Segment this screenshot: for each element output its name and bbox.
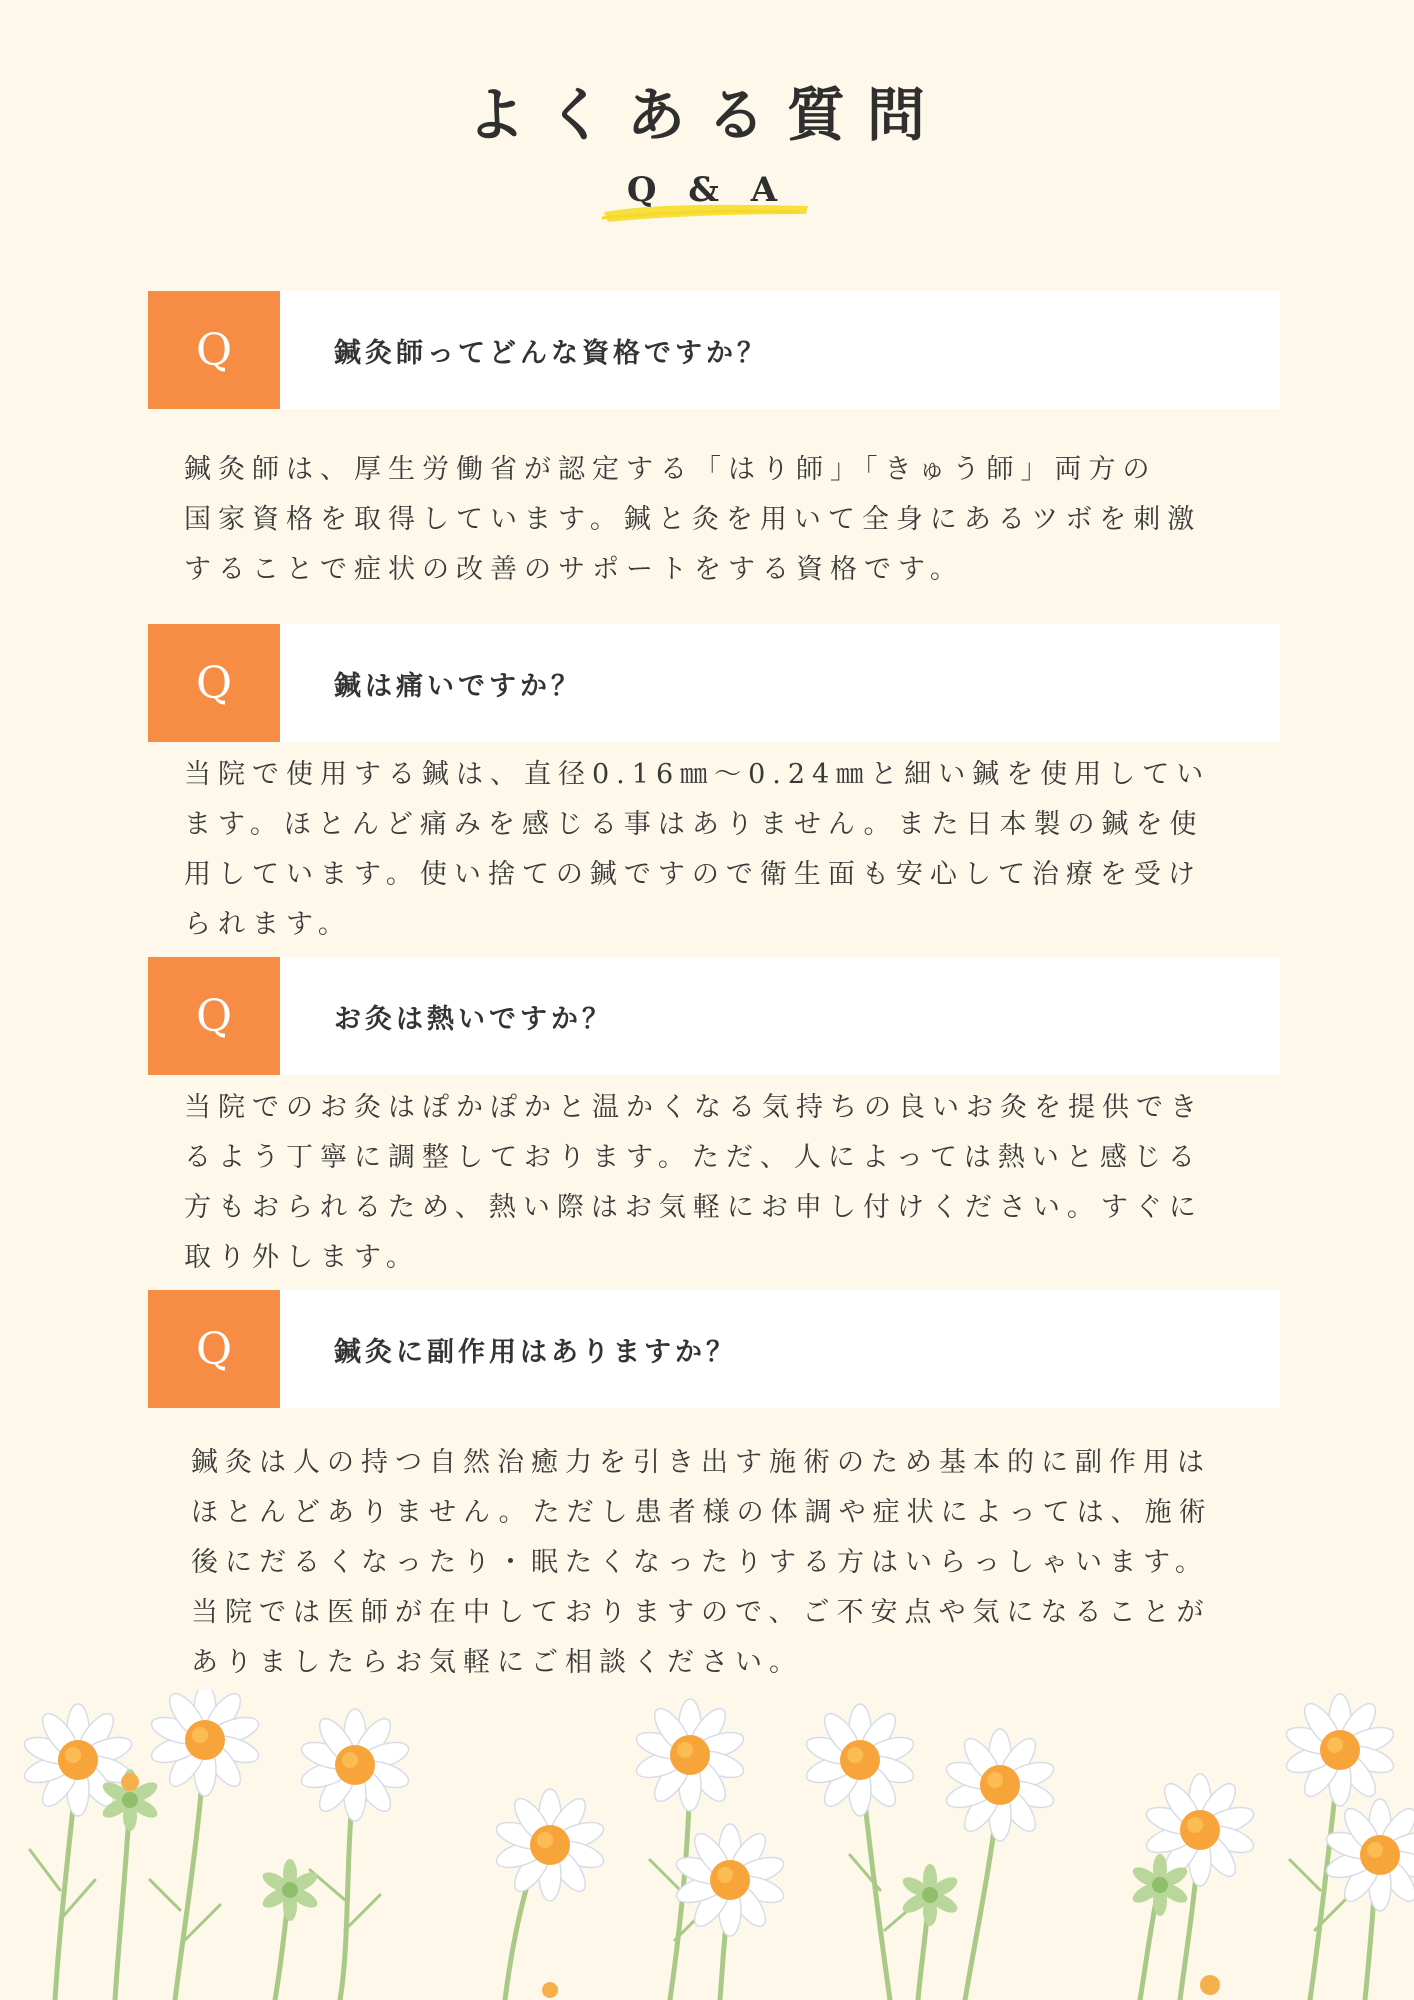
question-text: 鍼灸に副作用はありますか？ [334,1336,737,1368]
answer-line: ほとんどありません。ただし患者様の体調や症状によっては、施術 [191,1497,1213,1528]
answer-line: 鍼灸は人の持つ自然治癒力を引き出す施術のため基本的に副作用は [191,1447,1211,1478]
answer-line: ます。ほとんど痛みを感じる事はありません。また日本製の鍼を使 [184,809,1204,840]
chamomile-flowers-illustration [0,1690,1414,2000]
answer-line: ありましたらお気軽にご相談ください。 [191,1647,803,1678]
answer-text [184,1083,1224,1283]
answer-line: るよう丁寧に調整しております。ただ、人によっては熱いと感じる [184,1142,1202,1173]
question-badge: Q [148,957,280,1075]
question-text: お灸は熱いですか？ [334,1003,613,1035]
question-bar[interactable] [148,291,1280,409]
answer-text [184,445,1224,595]
question-badge: Q [148,624,280,742]
answer-line: られます。 [184,909,352,940]
answer-line: することで症状の改善のサポートをする資格です。 [184,554,964,585]
answer-line: 鍼灸師は、厚生労働省が認定する「はり師」「きゅう師」両方の [184,454,1157,485]
question-bar[interactable] [148,1290,1280,1408]
answer-text [191,1438,1231,1688]
answer-text [184,750,1224,950]
question-bar[interactable] [148,957,1280,1075]
question-badge: Q [148,1290,280,1408]
page-subtitle: Q & A [626,170,788,210]
page-title: よくある質問 [466,81,947,149]
answer-line: 後にだるくなったり・眠たくなったりする方はいらっしゃいます。 [191,1547,1209,1578]
question-text: 鍼は痛いですか？ [334,670,582,702]
answer-line: 用しています。使い捨ての鍼ですので衛生面も安心して治療を受け [184,859,1202,890]
answer-line: 当院でのお灸はぽかぽかと温かくなる気持ちの良いお灸を提供でき [184,1092,1204,1123]
answer-line: 当院で使用する鍼は、直径0.16㎜～0.24㎜と細い鍼を使用してい [184,759,1211,790]
answer-line: 方もおられるため、熱い際はお気軽にお申し付けください。すぐに [184,1192,1203,1223]
answer-line: 取り外します。 [184,1242,420,1273]
question-text: 鍼灸師ってどんな資格ですか？ [334,337,768,369]
question-bar[interactable] [148,624,1280,742]
answer-line: 当院では医師が在中しておりますので、ご不安点や気になることが [191,1597,1211,1628]
question-badge: Q [148,291,280,409]
answer-line: 国家資格を取得しています。鍼と灸を用いて全身にあるツボを刺激 [184,504,1202,535]
